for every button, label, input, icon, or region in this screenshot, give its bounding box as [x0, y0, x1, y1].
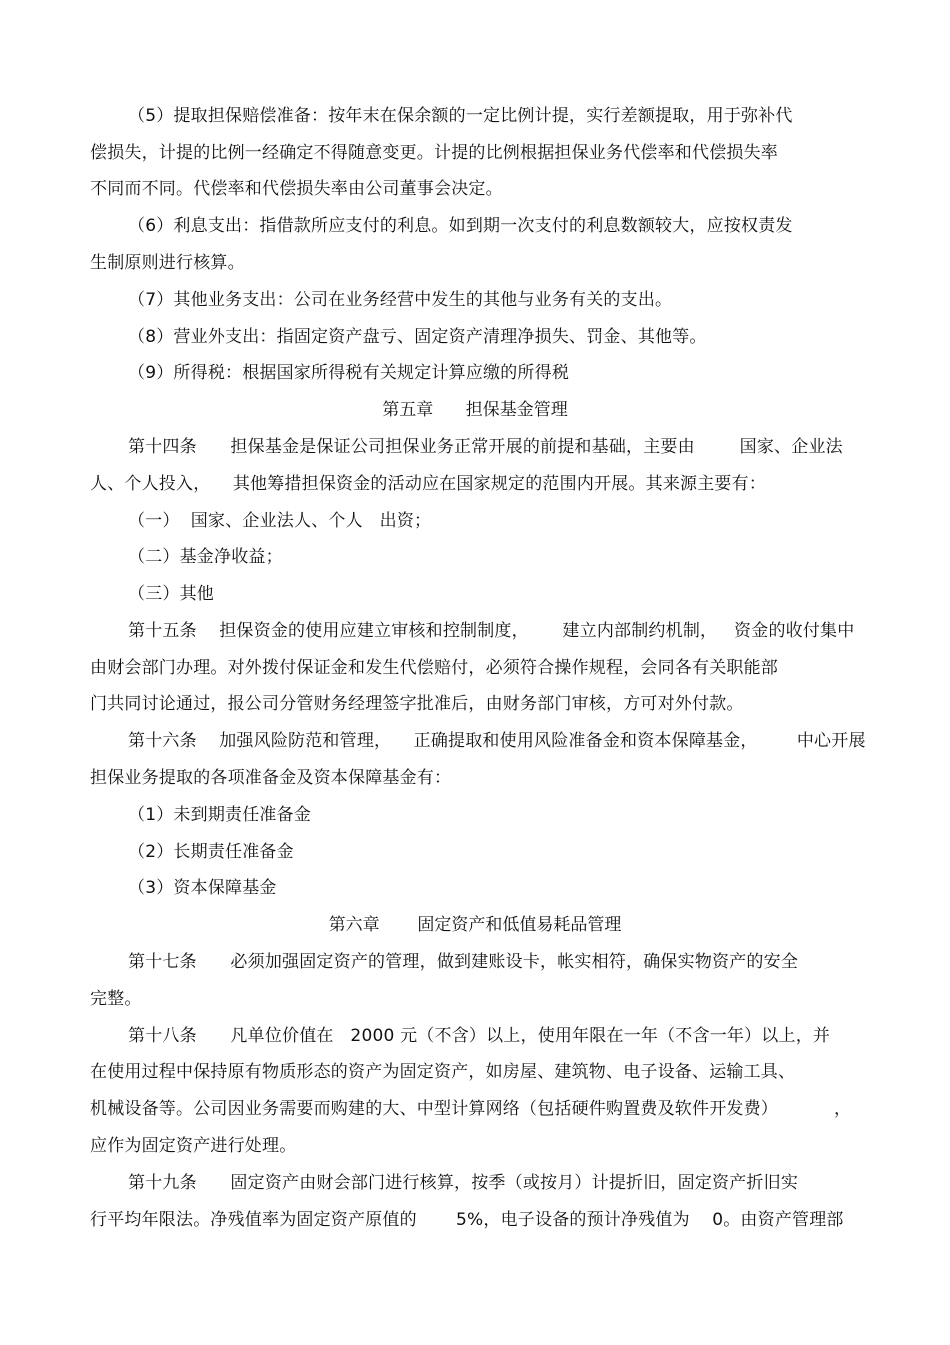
para-line: 门共同讨论通过，报公司分管财务经理签字批准后，由财务部门审核，方可对外付款。: [90, 694, 744, 714]
chapter-heading: 第六章 固定资产和低值易耗品管理: [328, 915, 622, 935]
para-line: （7）其他业务支出：公司在业务经营中发生的其他与业务有关的支出。: [128, 290, 673, 310]
chapter-heading: 第五章 担保基金管理: [382, 400, 568, 420]
para-line: 由财会部门办理。对外拨付保证金和发生代偿赔付，必须符合操作规程，会同各有关职能部: [90, 658, 778, 678]
para-line: 第十七条 必须加强固定资产的管理，做到建账设卡，帐实相符，确保实物资产的安全: [128, 952, 799, 972]
list-item: （三）其他: [128, 584, 214, 604]
para-line: 完整。: [90, 989, 142, 1009]
para-line: 担保业务提取的各项准备金及资本保障基金有：: [90, 768, 452, 788]
para-line: 应作为固定资产进行处理。: [90, 1136, 297, 1156]
list-item: （3）资本保障基金: [128, 878, 277, 898]
para-line: （9）所得税：根据国家所得税有关规定计算应缴的所得税: [128, 363, 570, 383]
para-line: （6）利息支出：指借款所应支付的利息。如到期一次支付的利息数额较大，应按权责发: [128, 216, 793, 236]
para-line: （5）提取担保赔偿准备：按年末在保余额的一定比例计提，实行差额提取，用于弥补代: [128, 106, 793, 126]
para-line: 第十五条 担保资金的使用应建立审核和控制制度， 建立内部制约机制， 资金的收付集中: [128, 621, 855, 641]
para-line: 机械设备等。公司因业务需要而购建的大、中型计算网络（包括硬件购置费及软件开发费） ，: [90, 1099, 852, 1119]
list-item: （二）基金净收益；: [128, 547, 283, 567]
list-item: （1）未到期责任准备金: [128, 805, 312, 825]
para-line: 第十八条 凡单位价值在 2000 元（不含）以上，使用年限在一年（不含一年）以上，并: [128, 1026, 831, 1046]
para-line: （8）营业外支出：指固定资产盘亏、固定资产清理净损失、罚金、其他等。: [128, 327, 707, 347]
para-line: 生制原则进行核算。: [90, 253, 245, 273]
list-item: （一） 国家、企业法人、个人 出资；: [128, 511, 432, 531]
para-line: 第十六条 加强风险防范和管理， 正确提取和使用风险准备金和资本保障基金， 中心开展: [128, 731, 866, 751]
para-line: 人、个人投入， 其他筹措担保资金的活动应在国家规定的范围内开展。其来源主要有：: [90, 474, 767, 494]
list-item: （2）长期责任准备金: [128, 842, 294, 862]
para-line: 行平均年限法。净残值率为固定资产原值的 5%，电子设备的预计净残值为 0。由资产管理部: [90, 1210, 844, 1230]
para-line: 不同而不同。代偿率和代偿损失率由公司董事会决定。: [90, 179, 503, 199]
para-line: 在使用过程中保持原有物质形态的资产为固定资产，如房屋、建筑物、电子设备、运输工具、: [90, 1062, 796, 1082]
para-line: 第十四条 担保基金是保证公司担保业务正常开展的前提和基础，主要由 国家、企业法: [128, 437, 843, 457]
para-line: 偿损失，计提的比例一经确定不得随意变更。计提的比例根据担保业务代偿率和代偿损失率: [90, 143, 778, 163]
para-line: 第十九条 固定资产由财会部门进行核算，按季（或按月）计提折旧，固定资产折旧实: [128, 1173, 799, 1193]
